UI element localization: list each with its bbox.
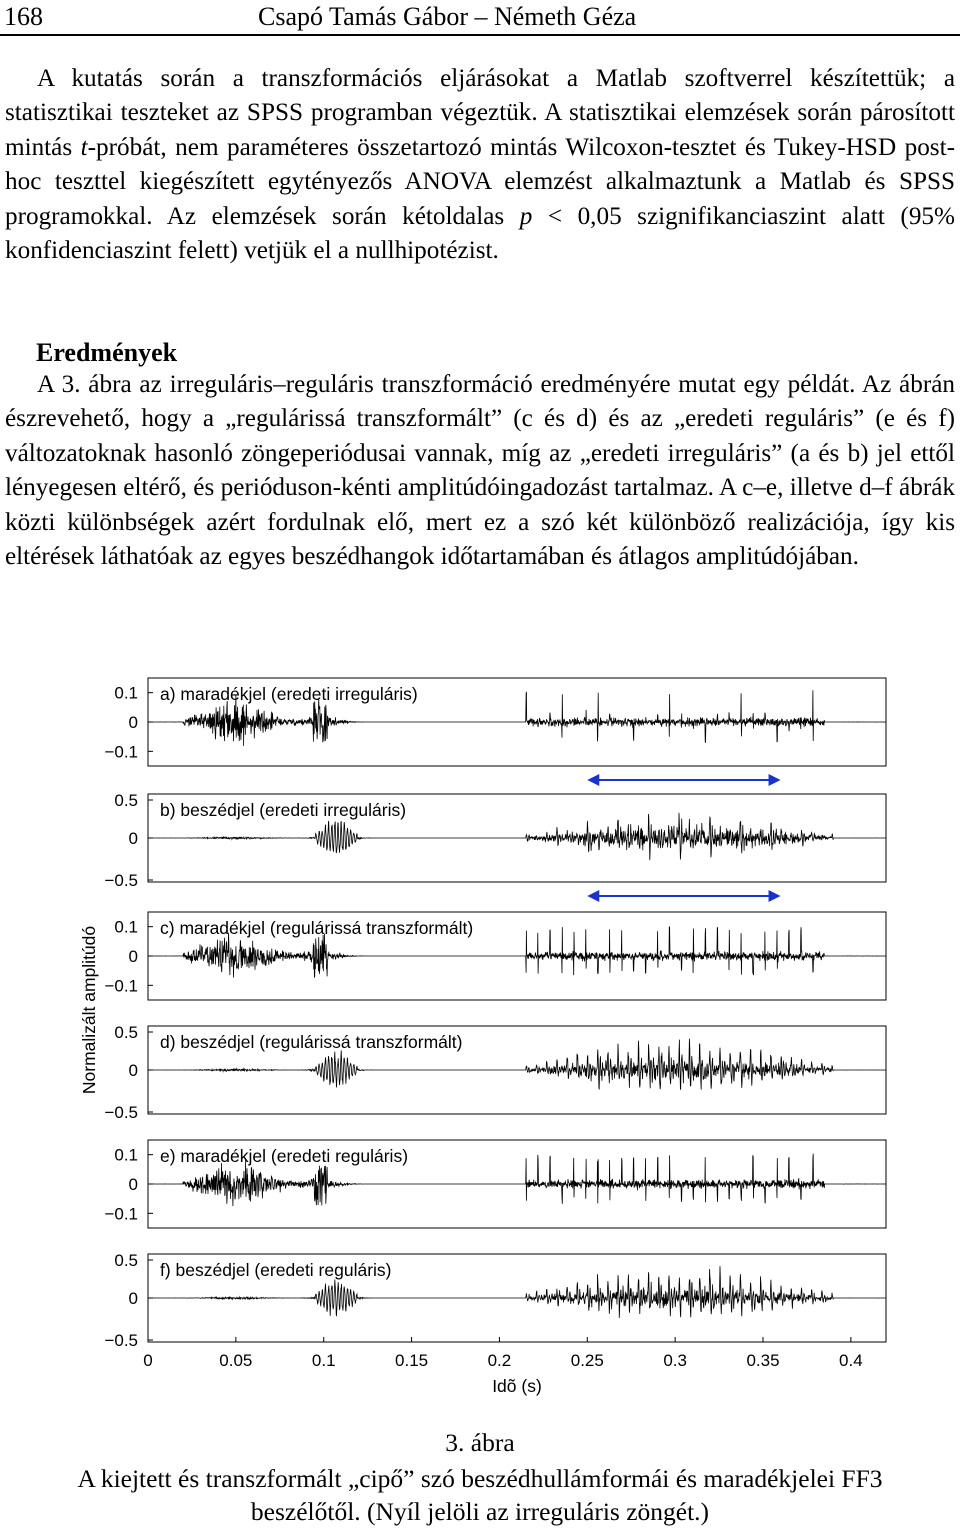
y-tick-label: −0.1 — [104, 1204, 138, 1224]
y-tick-label: 0 — [128, 947, 138, 966]
section-heading: Eredmények — [36, 338, 178, 367]
y-tick-label: −0.1 — [104, 742, 138, 762]
x-tick-label: 0.35 — [746, 1351, 780, 1370]
y-tick-label: −0.5 — [104, 1331, 138, 1350]
running-head-authors: Csapó Tamás Gábor – Németh Géza — [258, 2, 637, 31]
panel-label: f) beszédjel (eredeti reguláris) — [160, 1260, 392, 1280]
figure-caption: A kiejtett és transzformált „cipő” szó beszédhullámformái és maradékjelei FF3 beszélőtől. (Nyíl jelöli az irreguláris zöngét.) — [77, 1464, 883, 1526]
y-tick-label: 0.1 — [114, 683, 138, 703]
x-tick-label: 0.25 — [570, 1351, 604, 1370]
y-axis-title: Normalizált amplitúdó — [79, 925, 99, 1095]
methods-text-2: -próbát, nem paraméteres összetartozó mintás Wilcoxon-tesztet és Tukey-HSD post-hoc teszttel kiegészített egytényezős ANOVA elemzést alkalmaztunk a Matlab és SPSS programokkal. Az elemzések során kétoldalas — [5, 133, 955, 230]
panel-label: d) beszédjel (regulárissá transzformált) — [160, 1032, 463, 1052]
arrow-head-left — [587, 890, 599, 902]
p-italic: p — [519, 202, 533, 230]
x-axis-title: Idõ (s) — [492, 1376, 542, 1396]
y-tick-label: −0.5 — [104, 1103, 138, 1122]
y-tick-label: 0 — [128, 713, 138, 732]
x-tick-label: 0 — [143, 1351, 153, 1370]
methods-text-3: < 0,05 szignifikanciaszint alatt (95% konfidenciaszint felett) vetjük el a nullhipotézist. — [5, 202, 955, 265]
page-number: 168 — [4, 2, 43, 31]
y-tick-label: 0 — [128, 1175, 138, 1194]
y-tick-label: 0.5 — [114, 791, 138, 810]
arrow-head-right — [769, 774, 781, 786]
methods-paragraph — [5, 62, 955, 268]
y-tick-label: 0 — [128, 1289, 138, 1308]
y-tick-label: −0.1 — [104, 976, 138, 996]
y-tick-label: 0.1 — [114, 1145, 138, 1165]
y-tick-label: 0.5 — [114, 1023, 138, 1042]
panel-label: b) beszédjel (eredeti irreguláris) — [160, 800, 407, 820]
y-tick-label: 0.5 — [114, 1251, 138, 1270]
x-tick-label: 0.4 — [839, 1351, 863, 1370]
figure — [0, 668, 960, 1423]
y-tick-label: 0 — [128, 1061, 138, 1080]
y-tick-label: 0 — [128, 829, 138, 848]
panel-label: e) maradékjel (eredeti reguláris) — [160, 1146, 409, 1166]
header-rule — [0, 34, 960, 36]
arrow-head-left — [587, 774, 599, 786]
y-tick-label: 0.1 — [114, 917, 138, 937]
x-tick-label: 0.1 — [311, 1351, 336, 1370]
waveform-chart — [0, 668, 960, 1423]
x-tick-label: 0.3 — [663, 1351, 687, 1370]
y-tick-label: −0.5 — [104, 871, 138, 890]
t-italic: t — [80, 133, 88, 161]
x-tick-label: 0.15 — [395, 1351, 429, 1370]
panel-label: a) maradékjel (eredeti irreguláris) — [160, 684, 418, 704]
figure-number: 3. ábra — [445, 1428, 515, 1457]
x-tick-label: 0.2 — [487, 1351, 512, 1370]
x-tick-label: 0.05 — [219, 1351, 253, 1370]
page-header — [0, 0, 960, 38]
arrow-head-right — [769, 890, 781, 902]
results-paragraph: A 3. ábra az irreguláris–reguláris transzformáció eredményére mutat egy példát. Az ábrán észrevehető, hogy a „regulárissá transzformált” (c és d) és az „eredeti reguláris” (e és f) változatoknak hasonló zöngeperiódusai vannak, míg az „eredeti irreguláris” (a és b) jel ettől lényegesen eltérő, és perióduson-kénti amplitúdóingadozást tartalmaz. A c–e, illetve d–f ábrák közti különbségek azért fordulnak elő, mert ez a szó két különböző realizációja, így kis eltérések láthatóak az egyes beszédhangok időtartamában és átlagos amplitúdójában. — [5, 371, 955, 571]
panel-label: c) maradékjel (regulárissá transzformált) — [160, 918, 474, 938]
methods-text-1: A kutatás során a transzformációs eljárásokat a Matlab szoftverrel készítettük; a statisztikai teszteket az SPSS programban végeztük. A statisztikai elemzések során párosított mintás — [5, 65, 955, 161]
